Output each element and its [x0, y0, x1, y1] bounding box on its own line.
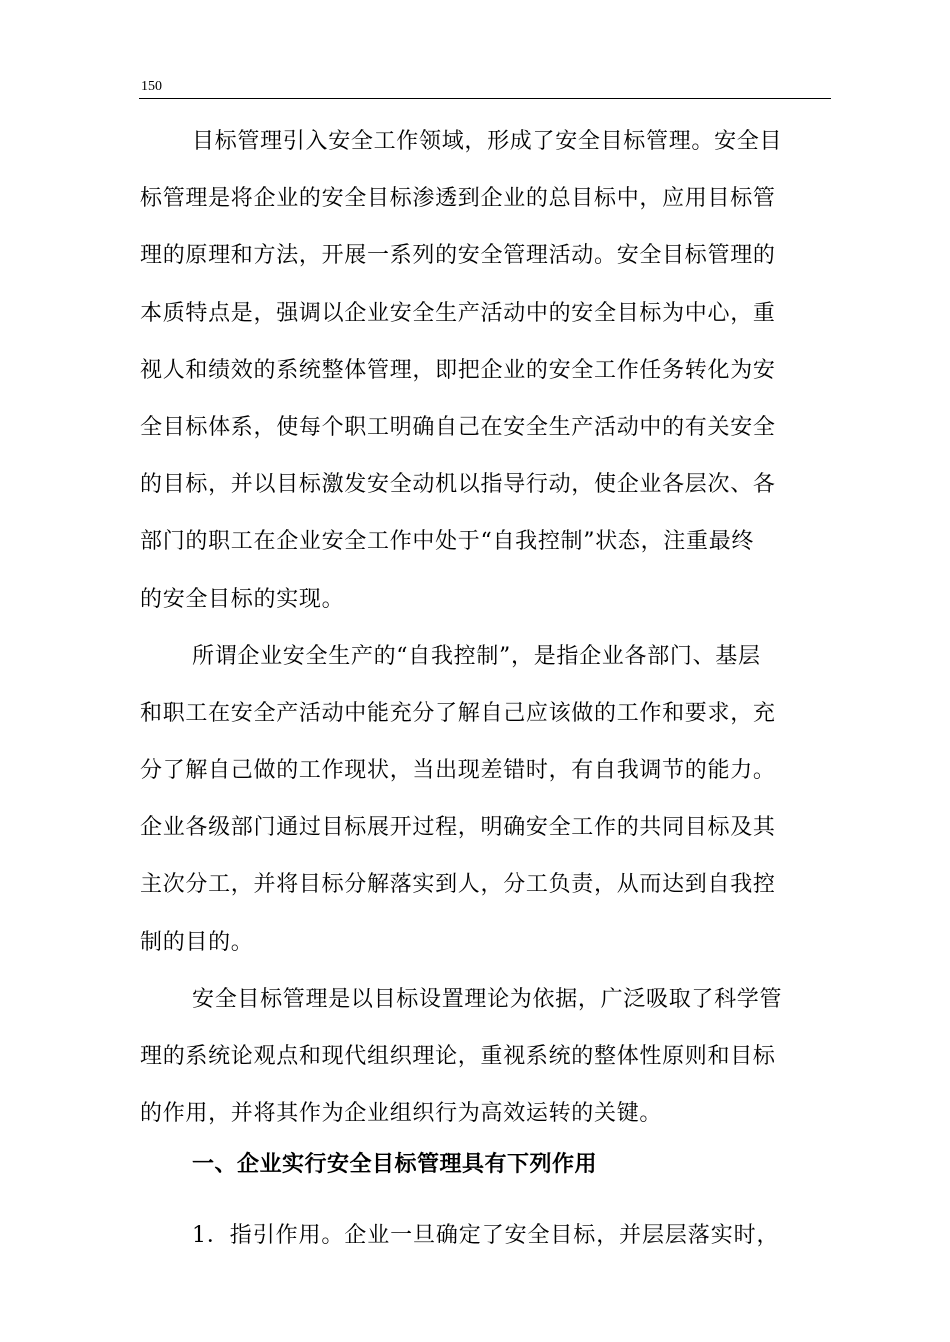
- paragraph-1-line-9: 的安全目标的实现。: [140, 586, 345, 612]
- body-text: [140, 113, 860, 1142]
- paragraph-2-line-2: 和职工在安全产活动中能充分了解自己应该做的工作和要求，充: [140, 700, 776, 726]
- section-heading: 一、企业实行安全目标管理具有下列作用: [192, 1152, 598, 1177]
- page-number: 150: [141, 79, 162, 94]
- paragraph-1-line-5: 视人和绩效的系统整体管理，即把企业的安全工作任务转化为安: [140, 357, 776, 383]
- paragraph-1-line-2: 标管理是将企业的安全目标渗透到企业的总目标中，应用目标管: [140, 186, 776, 212]
- paragraph-2-line-3: 分了解自己做的工作现状，当出现差错时，有自我调节的能力。: [140, 758, 776, 784]
- paragraph-1-line-7: 的目标，并以目标激发安全动机以指导行动，使企业各层次、各: [140, 472, 776, 498]
- paragraph-2-line-1: 所谓企业安全生产的“自我控制”，是指企业各部门、基层: [192, 643, 761, 669]
- paragraph-3-line-3: 的作用，并将其作为企业组织行为高效运转的关键。: [140, 1101, 663, 1127]
- paragraph-1-line-8: 部门的职工在企业安全工作中处于“自我控制”状态，注重最终: [140, 529, 755, 555]
- list-item-1: 1．指引作用。企业一旦确定了安全目标，并层层落实时，: [192, 1223, 780, 1248]
- paragraph-2-line-5: 主次分工，并将目标分解落实到人，分工负责，从而达到自我控: [140, 872, 776, 898]
- paragraph-3-line-1: 安全目标管理是以目标设置理论为依据，广泛吸取了科学管: [192, 986, 783, 1012]
- paragraph-1-line-1: 目标管理引入安全工作领域，形成了安全目标管理。安全目: [192, 129, 783, 154]
- paragraph-1-line-3: 理的原理和方法，开展一系列的安全管理活动。安全目标管理的: [140, 243, 776, 269]
- paragraph-3-line-2: 理的系统论观点和现代组织理论，重视系统的整体性原则和目标: [140, 1044, 776, 1069]
- header-rule: [139, 98, 831, 99]
- paragraph-2-line-6: 制的目的。: [140, 929, 254, 955]
- paragraph-1-line-6: 全目标体系，使每个职工明确自己在安全生产活动中的有关安全: [140, 414, 776, 440]
- paragraph-2-line-4: 企业各级部门通过目标展开过程，明确安全工作的共同目标及其: [140, 815, 776, 841]
- paragraph-1-line-4: 本质特点是，强调以企业安全生产活动中的安全目标为中心，重: [140, 300, 776, 326]
